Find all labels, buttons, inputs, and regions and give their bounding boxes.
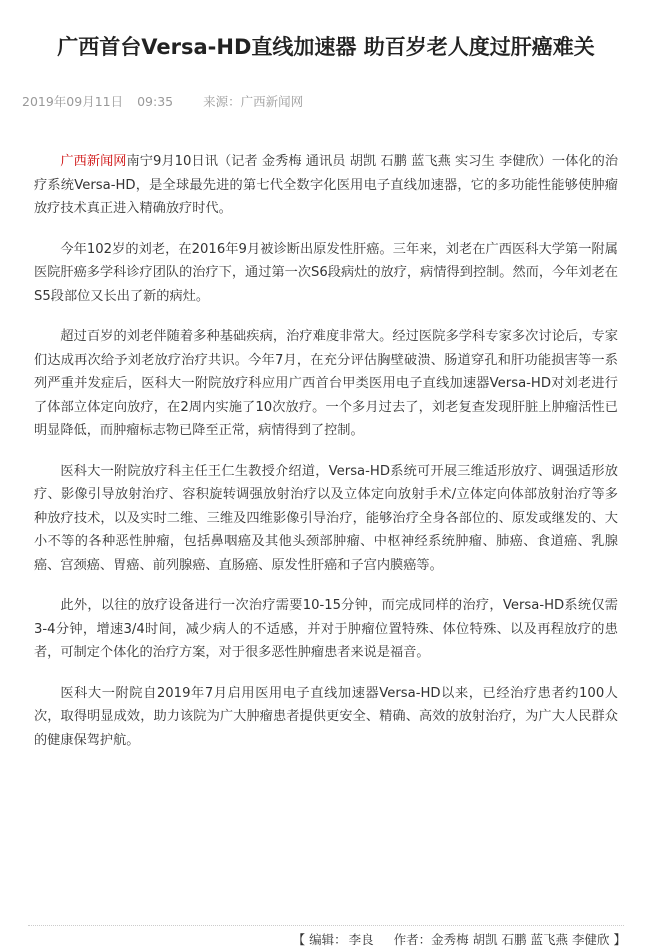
publish-time: 09:35 (137, 94, 174, 109)
paragraph-3: 超过百岁的刘老伴随着多种基础疾病，治疗难度非常大。经过医院多学科专家多次讨论后，专家们达成再次给予刘老放疗治疗共识。今年7月，在充分评估胸壁破溃、肠道穿孔和肝功能损害等一系列严重并发症后，医科大一附院放疗科应用广西首台甲类医用电子直线加速器Versa-HD对刘老进行了体部立体定向放疗，在2周内实施了10次放疗。一个多月过去了，刘老复查发现肝脏上肿瘤活性已明显降低，而肿瘤标志物已降至正常，病情得到了控制。 (34, 329, 618, 438)
editor-name: 李良 (348, 932, 374, 947)
publish-date: 2019年09月11日 (22, 94, 124, 109)
source-name: 广西新闻网 (240, 94, 304, 109)
editor-label: 编辑： (309, 932, 347, 947)
article-credits (293, 931, 626, 949)
article-body (34, 150, 618, 769)
credits-open-bracket: 【 (292, 932, 306, 947)
source-label: 来源： (203, 94, 241, 109)
paragraph-2: 今年102岁的刘老，在2016年9月被诊断出原发性肝癌。三年来，刘老在广西医科大学第一附属医院肝癌多学科诊疗团队的治疗下，通过第一次S6段病灶的放疗，病情得到控制。然而，今年刘老在S5段部位又长出了新的病灶。 (34, 241, 618, 304)
paragraph-1 (34, 150, 618, 221)
article-title: 广西首台Versa-HD直线加速器 助百岁老人度过肝癌难关 (57, 35, 595, 59)
author-names: 金秀梅 胡凯 石鹏 蓝飞燕 李健欣 (431, 932, 610, 947)
paragraph-1-text: 南宁9月10日讯（记者 金秀梅 通讯员 胡凯 石鹏 蓝飞燕 实习生 李健欣）一体化的治疗系统Versa-HD，是全球最先进的第七代全数字化医用电子直线加速器，它的多功能性能够使肿瘤放疗技术真正进入精确放疗时代。 (34, 154, 619, 216)
paragraph-6: 医科大一附院自2019年7月启用医用电子直线加速器Versa-HD以来，已经治疗患者约100人次，取得明显成效，助力该院为广大肿瘤患者提供更安全、精确、高效的放射治疗，为广大人民群众的健康保驾护航。 (34, 685, 618, 748)
article-meta (22, 93, 303, 111)
credits-close-bracket: 】 (613, 932, 626, 947)
paragraph-5: 此外，以往的放疗设备进行一次治疗需要10-15分钟，而完成同样的治疗，Versa-HD系统仅需3-4分钟，增速3/4时间，减少病人的不适感，并对于肿瘤位置特殊、体位特殊、以及再程放疗的患者，可制定个体化的治疗方案，对于很多恶性肿瘤患者来说是福音。 (34, 598, 618, 660)
footer-divider (28, 925, 624, 926)
author-label: 作者： (393, 932, 432, 947)
paragraph-4: 医科大一附院放疗科主任王仁生教授介绍道，Versa-HD系统可开展三维适形放疗、调强适形放疗、影像引导放射治疗、容积旋转调强放射治疗以及立体定向放射手术/立体定向体部放射治疗等多种放疗技术，以及实时二维、三维及四维影像引导治疗，能够治疗全身各部位的、原发或继发的、大小不等的各种恶性肿瘤，包括鼻咽癌及其他头颈部肿瘤、中枢神经系统肿瘤、肺癌、食道癌、乳腺癌、宫颈癌、胃癌、前列腺癌、直肠癌、原发性肝癌和子宫内膜癌等。 (34, 463, 618, 573)
source-link[interactable]: 广西新闻网 (60, 154, 127, 169)
